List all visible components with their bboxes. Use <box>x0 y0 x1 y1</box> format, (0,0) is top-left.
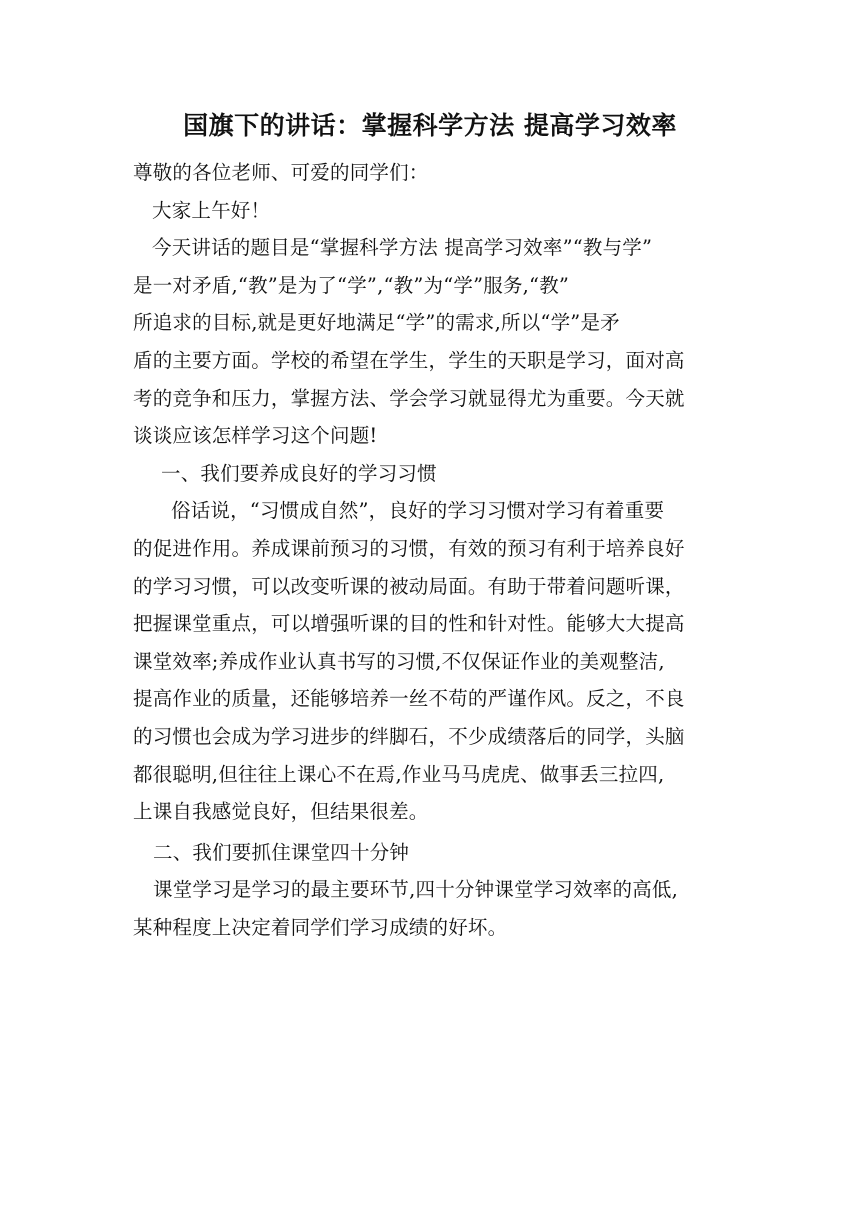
paragraph-line: 考的竞争和压力，掌握方法、学会学习就显得尤为重要。今天就 <box>133 386 685 410</box>
paragraph-line: 课堂学习是学习的最主要环节,四十分钟课堂学习效率的高低, <box>153 878 678 902</box>
paragraph-line: 的学习习惯，可以改变听课的被动局面。有助于带着问题听课， <box>133 574 685 598</box>
document-title: 国旗下的讲话：掌握科学方法 提高学习效率 <box>183 111 677 140</box>
paragraph-line: 提高作业的质量，还能够培养一丝不苟的严谨作风。反之，不良 <box>133 687 685 711</box>
section-heading: 二、我们要抓住课堂四十分钟 <box>153 840 410 864</box>
section-heading: 一、我们要养成良好的学习习惯 <box>161 461 437 485</box>
paragraph-line: 上课自我感觉良好，但结果很差。 <box>133 800 429 824</box>
greeting: 大家上午好！ <box>152 198 271 222</box>
paragraph-line: 把握课堂重点，可以增强听课的目的性和针对性。能够大大提高 <box>133 612 685 636</box>
salutation: 尊敬的各位老师、可爱的同学们： <box>133 161 429 184</box>
document-body <box>133 154 733 946</box>
paragraph-line: 的促进作用。养成课前预习的习惯，有效的预习有利于培养良好 <box>133 536 685 560</box>
paragraph-line: 盾的主要方面。学校的希望在学生，学生的天职是学习，面对高 <box>133 348 685 372</box>
paragraph-line: 是一对矛盾,“教”是为了“学”,“教”为“学”服务,“教” <box>133 273 570 297</box>
paragraph-line: 课堂效率;养成作业认真书写的习惯,不仅保证作业的美观整洁, <box>133 649 665 673</box>
paragraph-line: 某种程度上决定着同学们学习成绩的好坏。 <box>133 915 508 939</box>
paragraph-line: 俗话说，“习惯成自然”，良好的学习习惯对学习有着重要 <box>171 499 665 523</box>
paragraph-line: 谈谈应该怎样学习这个问题! <box>133 424 378 448</box>
paragraph-line: 都很聪明,但往往上课心不在焉,作业马马虎虎、做事丢三拉四, <box>133 762 665 786</box>
paragraph-line: 所追求的目标,就是更好地满足“学”的需求,所以“学”是矛 <box>133 311 620 335</box>
paragraph-line: 的习惯也会成为学习进步的绊脚石，不少成绩落后的同学，头脑 <box>133 724 685 748</box>
paragraph-line: 今天讲话的题目是“掌握科学方法 提高学习效率”“教与学” <box>152 236 653 260</box>
